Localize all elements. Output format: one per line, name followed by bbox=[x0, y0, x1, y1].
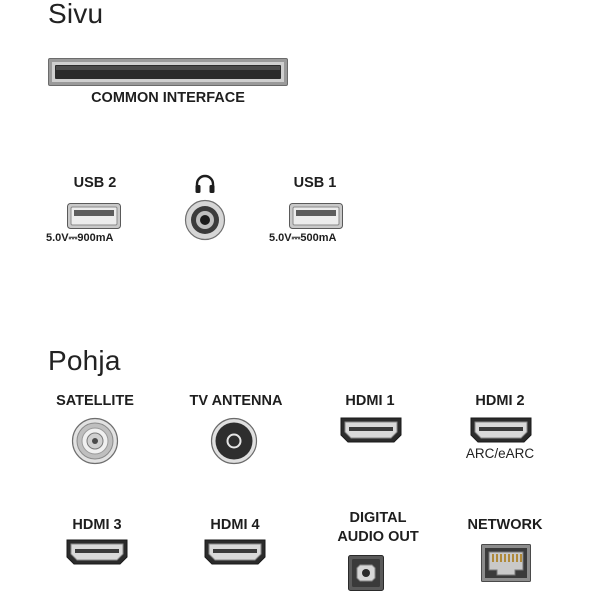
common-interface-slot[interactable] bbox=[48, 58, 288, 86]
headphones-icon bbox=[194, 174, 216, 194]
hdmi2-port[interactable] bbox=[470, 417, 532, 443]
usb1-rating: 5.0V⎓500mA bbox=[269, 232, 337, 244]
headphone-jack[interactable] bbox=[184, 199, 226, 241]
usb1-label: USB 1 bbox=[293, 175, 337, 191]
tv-antenna-label: TV ANTENNA bbox=[189, 393, 283, 409]
network-port[interactable] bbox=[481, 544, 531, 582]
common-interface-label: COMMON INTERFACE bbox=[91, 90, 245, 106]
usb2-port[interactable] bbox=[67, 203, 121, 229]
digital-audio-out-label-line2: AUDIO OUT bbox=[337, 529, 419, 545]
hdmi1-port[interactable] bbox=[340, 417, 402, 443]
bottom-heading: Pohja bbox=[48, 345, 121, 376]
hdmi2-arc-label: ARC/eARC bbox=[465, 446, 535, 461]
network-label: NETWORK bbox=[467, 517, 543, 533]
hdmi4-port[interactable] bbox=[204, 539, 266, 565]
tv-antenna-connector[interactable] bbox=[210, 417, 258, 465]
hdmi3-label: HDMI 3 bbox=[72, 517, 122, 533]
satellite-label: SATELLITE bbox=[56, 393, 134, 409]
usb2-label: USB 2 bbox=[73, 175, 117, 191]
hdmi1-label: HDMI 1 bbox=[345, 393, 395, 409]
digital-audio-out-port[interactable] bbox=[348, 555, 384, 591]
usb1-port[interactable] bbox=[289, 203, 343, 229]
hdmi3-port[interactable] bbox=[66, 539, 128, 565]
usb2-rating: 5.0V⎓900mA bbox=[46, 232, 114, 244]
hdmi2-label: HDMI 2 bbox=[475, 393, 525, 409]
hdmi4-label: HDMI 4 bbox=[210, 517, 260, 533]
side-heading: Sivu bbox=[48, 0, 104, 29]
digital-audio-out-label-line1: DIGITAL bbox=[349, 510, 407, 526]
satellite-connector[interactable] bbox=[71, 417, 119, 465]
